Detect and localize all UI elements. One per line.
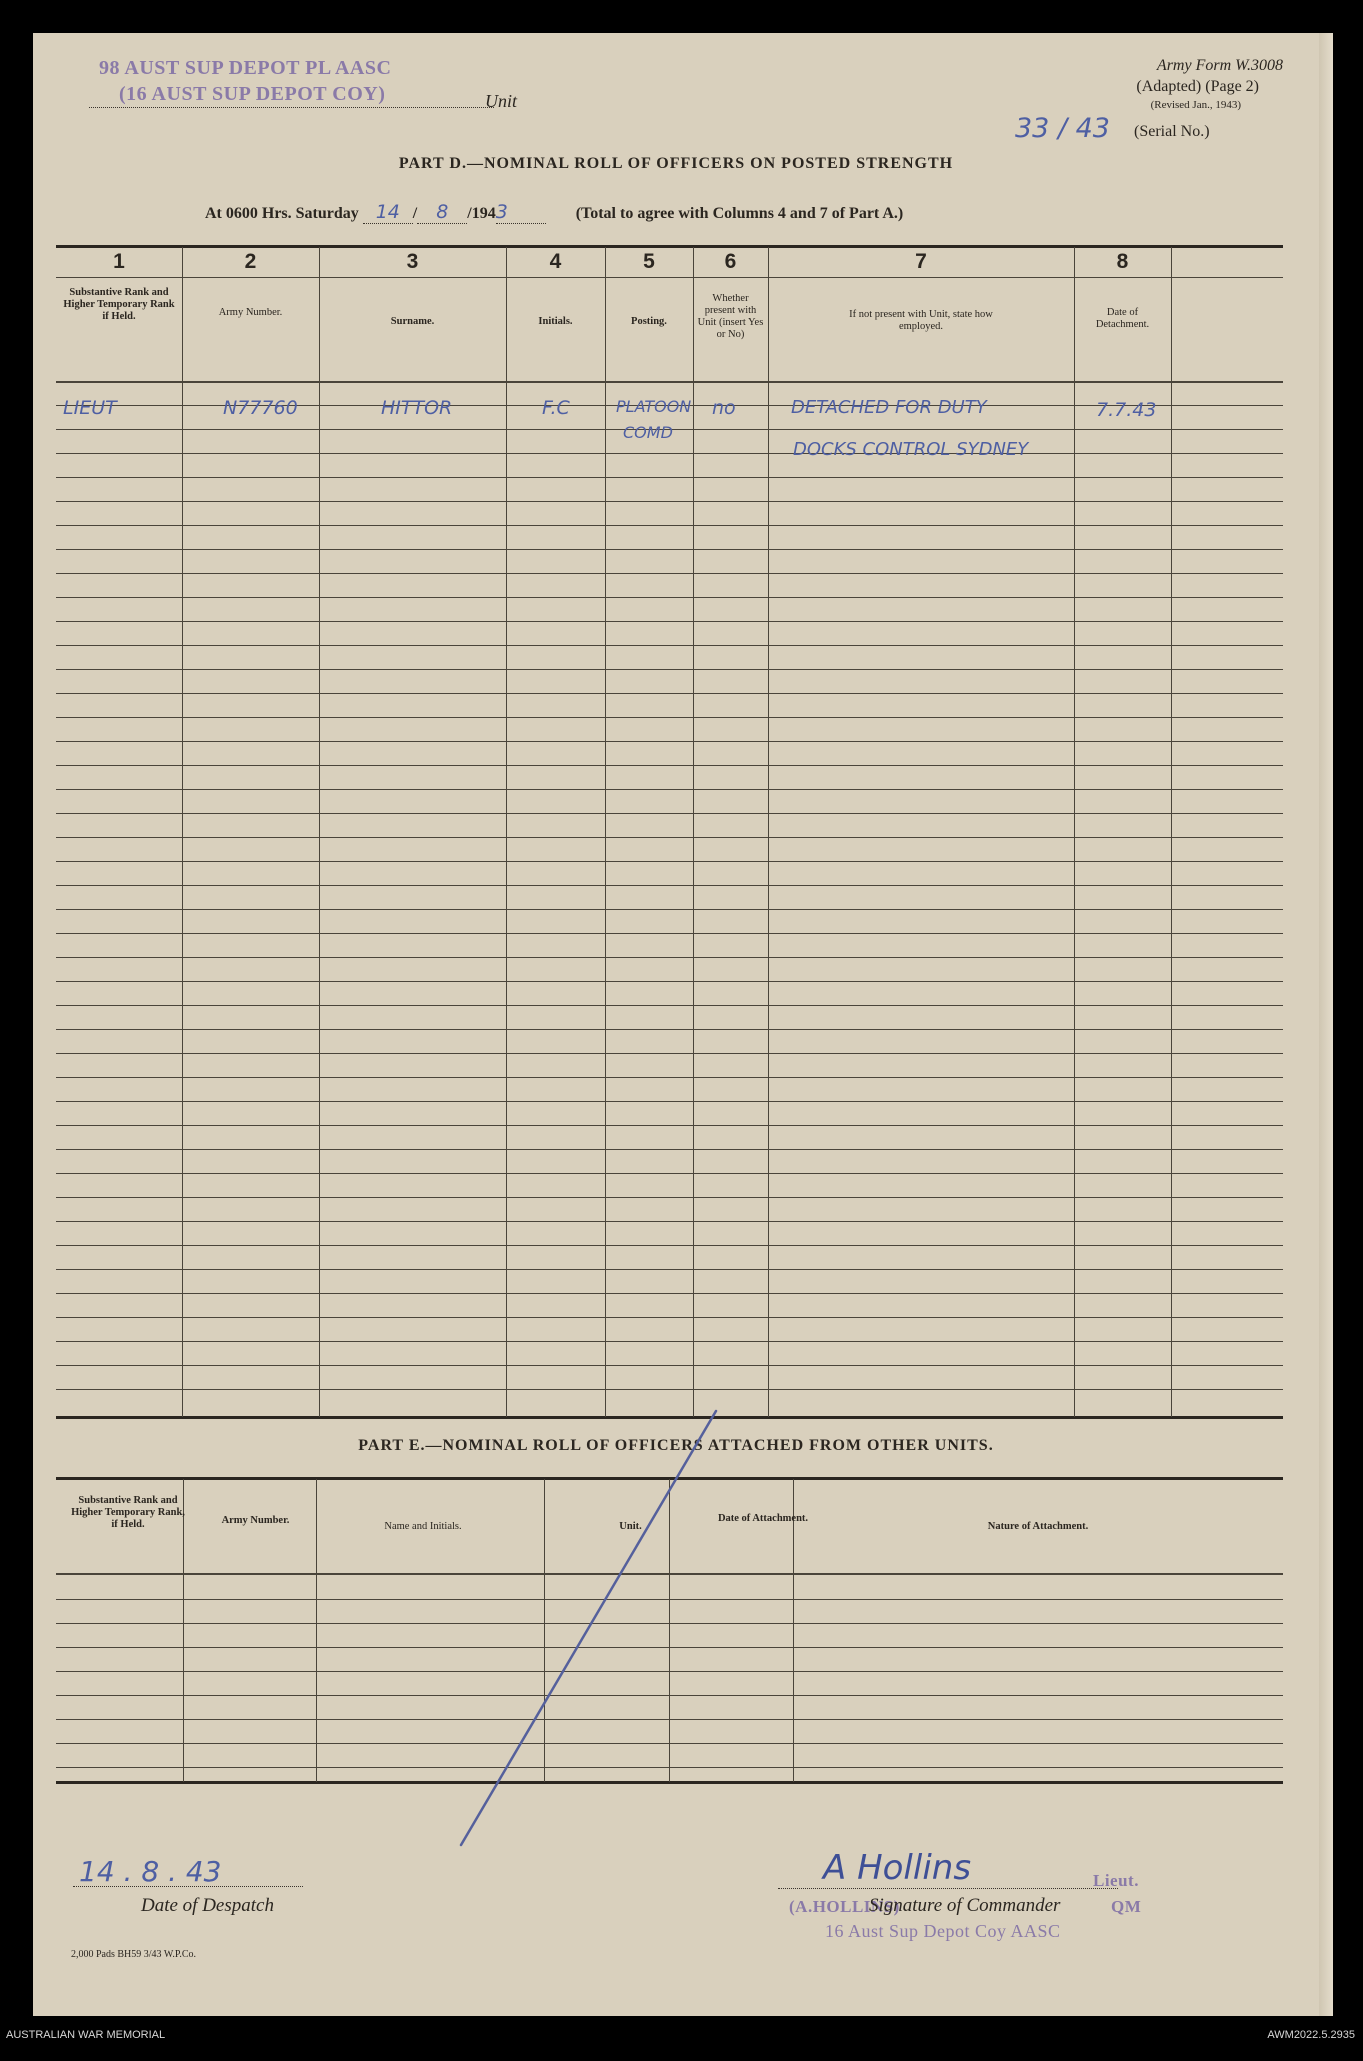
- e-hdr-name: Name and Initials.: [384, 1521, 462, 1532]
- date-month: 8: [436, 201, 449, 223]
- col-hdr-rank: Substantive Rank and Higher Temporary Rank if Held.: [63, 287, 175, 322]
- entry-employed-line2: DOCKS CONTROL SYDNEY: [793, 439, 1029, 460]
- date-year-hand: 3: [495, 201, 508, 223]
- serial-number: 33 / 43: [1015, 113, 1110, 144]
- entry-initials: F.C: [542, 397, 570, 419]
- e-hdr-date: Date of Attachment.: [717, 1513, 809, 1524]
- entry-surname: HITTOR: [381, 397, 453, 419]
- archive-caption: [0, 2021, 1363, 2061]
- form-number: Army Form W.3008: [1156, 57, 1283, 74]
- form-adapted: (Adapted) (Page 2): [1136, 78, 1259, 95]
- e-hdr-nature: Nature of Attachment.: [987, 1521, 1089, 1532]
- col-hdr-employed: If not present with Unit, state how employed.: [849, 309, 993, 332]
- print-line: 2,000 Pads BH59 3/43 W.P.Co.: [71, 1949, 197, 1960]
- signature-label: Signature of Commander: [869, 1895, 1061, 1916]
- date-day: 14: [375, 201, 400, 223]
- col-num-5: 5: [643, 250, 655, 273]
- col-hdr-posting: Posting.: [631, 316, 667, 327]
- col-num-3: 3: [406, 250, 419, 273]
- stamp-unit: 16 Aust Sup Depot Coy AASC: [825, 1921, 1061, 1941]
- col-hdr-initials: Initials.: [538, 316, 573, 327]
- e-hdr-unit: Unit.: [619, 1521, 642, 1532]
- e-hdr-army-number: Army Number.: [221, 1515, 290, 1526]
- despatch-label: Date of Despatch: [141, 1895, 274, 1916]
- cancel-strike-line: [33, 33, 1333, 2016]
- entry-army-number: N77760: [223, 397, 298, 419]
- col-num-2: 2: [244, 250, 257, 273]
- col-num-4: 4: [549, 250, 562, 273]
- serial-label: (Serial No.): [1134, 123, 1210, 140]
- col-num-7: 7: [915, 250, 927, 273]
- unit-label: Unit: [485, 91, 518, 111]
- form-revised: (Revised Jan., 1943): [1150, 99, 1241, 111]
- entry-employed-line1: DETACHED FOR DUTY: [791, 397, 987, 418]
- entry-present: no: [712, 397, 736, 419]
- col-hdr-detachment: Date of Detachment.: [1095, 307, 1150, 330]
- form-page: [33, 33, 1333, 2016]
- col-num-1: 1: [113, 250, 125, 273]
- col-hdr-army-number: Army Number.: [218, 307, 283, 318]
- date-year-printed: 194: [471, 205, 496, 222]
- col-hdr-surname: Surname.: [390, 316, 435, 327]
- at-label: At 0600 Hrs. Saturday: [205, 205, 359, 222]
- part-e-title: PART E.—NOMINAL ROLL OF OFFICERS ATTACHED FROM OTHER UNITS.: [358, 1437, 994, 1454]
- col-hdr-present: Whether present with Unit (insert Yes or No): [697, 293, 764, 340]
- unit-stamp-line2: (16 AUST SUP DEPOT COY): [119, 83, 386, 105]
- commander-signature: A Hollins: [823, 1848, 972, 1888]
- part-d-date-line: At 0600 Hrs. Saturday 14 / 8 /1943 (Total to agree with Columns 4 and 7 of Part A.): [205, 201, 904, 223]
- entry-rank: LIEUT: [63, 397, 117, 419]
- col-num-6: 6: [724, 250, 737, 273]
- entry-posting-line1: PLATOON: [616, 397, 692, 416]
- part-d-title: PART D.—NOMINAL ROLL OF OFFICERS ON POSTED STRENGTH: [398, 155, 954, 172]
- entry-detach-date: 7.7.43: [1096, 399, 1157, 421]
- archive-left: AUSTRALIAN WAR MEMORIAL: [6, 2029, 166, 2041]
- unit-stamp-line1: 98 AUST SUP DEPOT PL AASC: [99, 57, 392, 79]
- archive-right: AWM2022.5.2935: [1267, 2029, 1355, 2041]
- total-note: (Total to agree with Columns 4 and 7 of Part A.): [575, 205, 904, 222]
- stamp-rank-lieut: Lieut.: [1093, 1871, 1139, 1890]
- stamp-name: (A.HOLLINS): [789, 1897, 900, 1916]
- entry-posting-line2: COMD: [623, 423, 673, 442]
- despatch-date: 14 . 8 . 43: [79, 1855, 222, 1888]
- col-num-8: 8: [1116, 250, 1129, 273]
- stamp-rank-qm: QM: [1111, 1897, 1142, 1916]
- e-hdr-rank: Substantive Rank and Higher Temporary Rank, if Held.: [71, 1495, 185, 1530]
